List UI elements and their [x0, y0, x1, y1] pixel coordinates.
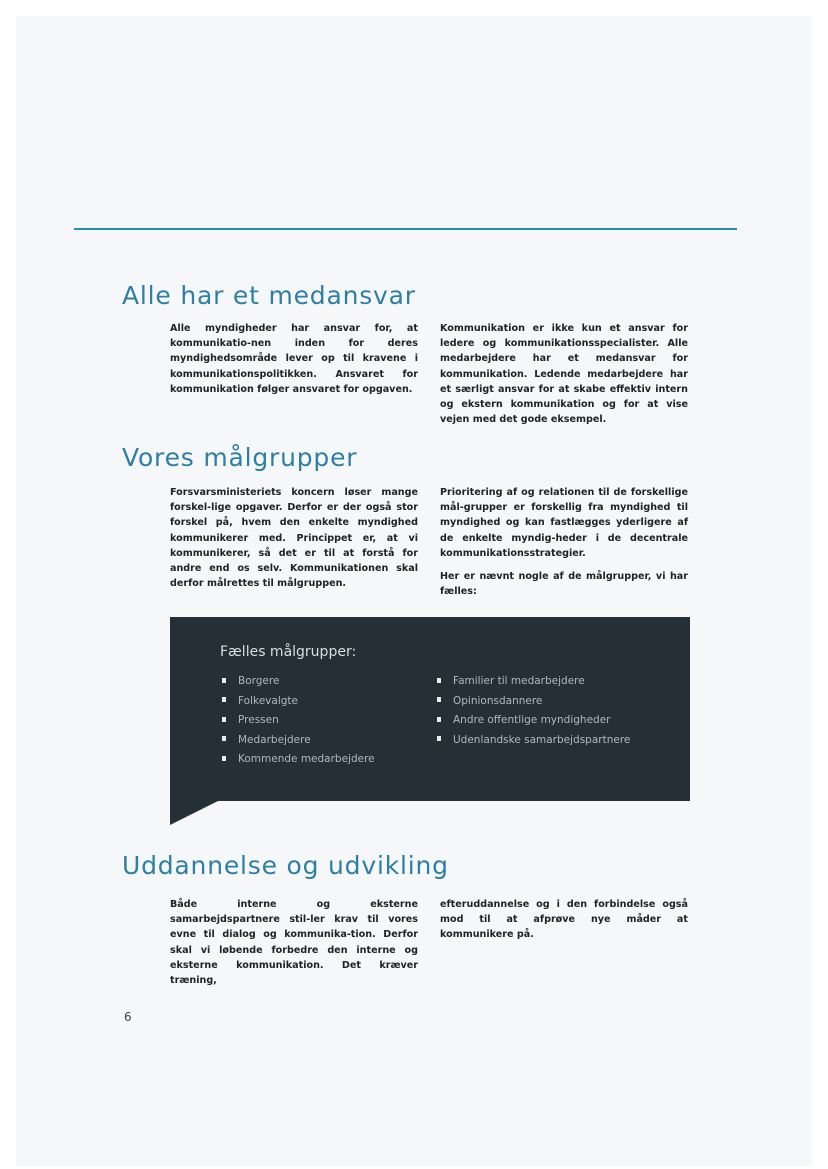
section-2-left-column	[170, 485, 418, 599]
square-bullet-icon	[437, 736, 441, 741]
paragraph: efteruddannelse og i den forbindelse også mod til at afprøve nye måder at kommunikere på.	[440, 899, 688, 941]
section-2-right-column	[440, 485, 688, 607]
heading-uddannelse-og-udvikling: Uddannelse og udvikling	[122, 851, 449, 880]
paragraph: Kommunikation er ikke kun et ansvar for ledere og kommunikationsspecialister. Alle medarbejdere har et medansvar for kommunikation. Ledende medarbejdere har et særligt ansvar for at skabe effektiv intern og ekstern kommunikation og for at vise vejen med det gode eksempel.	[440, 323, 688, 426]
list-item: Borgere	[222, 672, 375, 692]
paragraph: Både interne og eksterne samarbejdspartnere stil-ler krav til vores evne til dialog og kommunika-tion. Derfor skal vi løbende forbedre den interne og eksterne kommunikation. Det kræver træning,	[170, 899, 418, 987]
heading-alle-har-et-medansvar: Alle har et medansvar	[122, 281, 416, 310]
paragraph: Her er nævnt nogle af de målgrupper, vi har fælles:	[440, 571, 688, 598]
list-item: Opinionsdannere	[437, 692, 630, 712]
list-item: Folkevalgte	[222, 692, 375, 712]
square-bullet-icon	[437, 697, 441, 702]
list-item: Medarbejdere	[222, 731, 375, 751]
square-bullet-icon	[437, 678, 441, 683]
paragraph: Prioritering af og relationen til de forskellige mål-grupper er forskellig fra myndighed til myndighed og kan fastlægges yderligere af de enkelte myndig-heder i de decentrale kommunikationsstrategier.	[440, 487, 688, 559]
square-bullet-icon	[222, 717, 226, 722]
section-1-left-column	[170, 321, 418, 405]
paragraph: Forsvarsministeriets koncern løser mange forskel-lige opgaver. Derfor er der også stor forskel på, hvem den enkelte myndighed kommunikerer med. Princippet er, at vi kommunikerer, så det er til at forstå for andre end os selv. Kommunikationen skal derfor målrettes til målgruppen.	[170, 487, 418, 590]
square-bullet-icon	[222, 736, 226, 741]
target-groups-list-right	[437, 672, 630, 750]
list-item: Udenlandske samarbejdspartnere	[437, 731, 630, 751]
list-item: Pressen	[222, 711, 375, 731]
page-number: 6	[124, 1010, 132, 1024]
list-item: Andre offentlige myndigheder	[437, 711, 630, 731]
square-bullet-icon	[437, 717, 441, 722]
panel-title: Fælles målgrupper:	[220, 644, 357, 660]
section-1-right-column	[440, 321, 688, 435]
list-item: Familier til medarbejdere	[437, 672, 630, 692]
heading-vores-maalgrupper: Vores målgrupper	[122, 443, 358, 472]
top-rule	[74, 228, 737, 230]
target-groups-list-left	[222, 672, 375, 770]
panel-corner-shape	[170, 800, 250, 826]
square-bullet-icon	[222, 756, 226, 761]
square-bullet-icon	[222, 697, 226, 702]
list-item: Kommende medarbejdere	[222, 750, 375, 770]
paragraph: Alle myndigheder har ansvar for, at kommunikatio-nen inden for deres myndighedsområde lever op til kravene i kommunikationspolitikken. Ansvaret for kommunikation følger ansvaret for opgaven.	[170, 323, 418, 395]
section-3-right-column	[440, 897, 688, 951]
section-3-left-column	[170, 897, 418, 996]
square-bullet-icon	[222, 678, 226, 683]
